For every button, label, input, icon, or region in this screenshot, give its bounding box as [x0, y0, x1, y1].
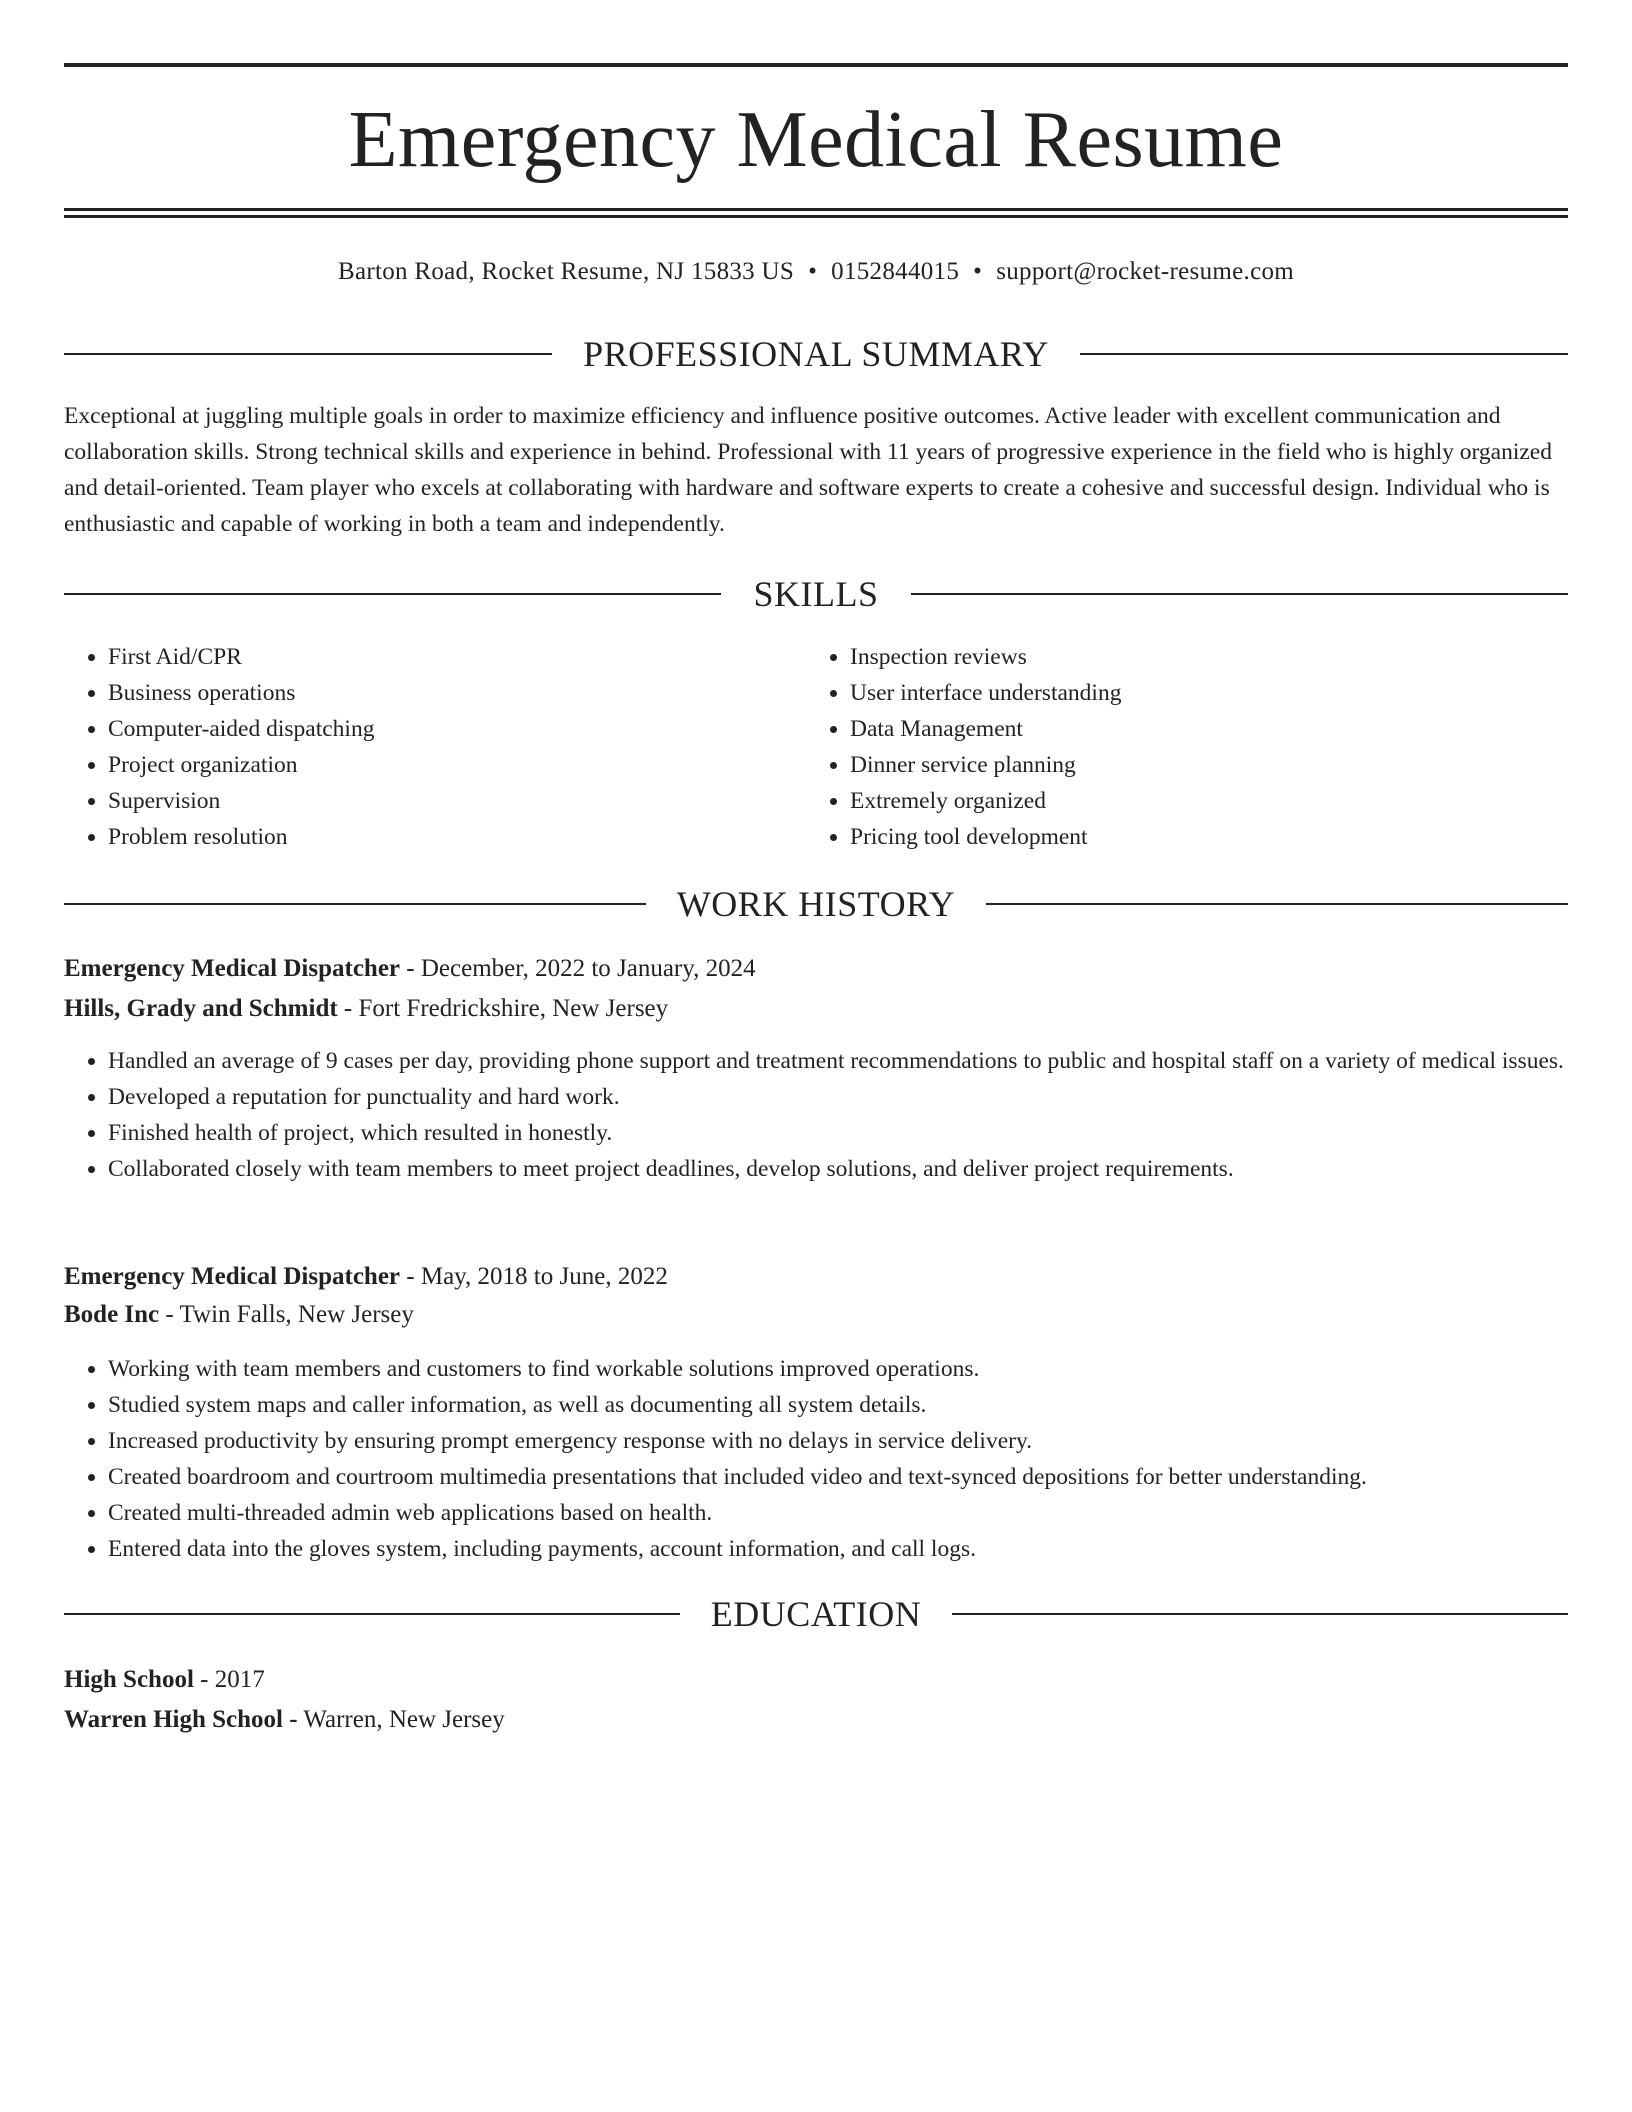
work-section-header [64, 882, 1568, 926]
list-item: • Finished health of project, which resulted in honestly. [108, 1115, 1568, 1151]
skills-section-header [64, 572, 1568, 616]
job-location: - Twin Falls, New Jersey [159, 1301, 414, 1328]
skill-item: • Extremely organized [850, 783, 1566, 819]
contact-separator: • [973, 258, 983, 285]
top-rule [64, 63, 1568, 67]
list-item: • Developed a reputation for punctuality and hard work. [108, 1079, 1568, 1115]
education-section-header [64, 1592, 1568, 1636]
header-rule-right [911, 593, 1568, 595]
contact-line [64, 254, 1568, 290]
skills-list-right [806, 639, 1566, 855]
job-title: Emergency Medical Dispatcher [64, 1263, 401, 1290]
skill-item: • First Aid/CPR [108, 639, 764, 675]
skill-item: • Project organization [108, 747, 764, 783]
skill-item: • Supervision [108, 783, 764, 819]
list-item: • Created boardroom and courtroom multimedia presentations that included video and text-synced depositions for better understanding. [108, 1459, 1568, 1495]
job-company-line [64, 1297, 1568, 1333]
list-item: • Working with team members and customers to find workable solutions improved operations. [108, 1351, 1568, 1387]
job-company-line [64, 991, 1568, 1027]
skill-item: • User interface understanding [850, 675, 1566, 711]
contact-email: support@rocket-resume.com [996, 258, 1295, 285]
skill-item: • Data Management [850, 711, 1566, 747]
summary-section-header [64, 332, 1568, 376]
education-location: Warren, New Jersey [297, 1706, 505, 1733]
education-school: Warren High School - [64, 1706, 298, 1733]
list-item: • Collaborated closely with team members to meet project deadlines, develop solutions, and deliver project requirements. [108, 1151, 1568, 1187]
list-item: • Studied system maps and caller information, as well as documenting all system details. [108, 1387, 1568, 1423]
job-dates: - May, 2018 to June, 2022 [400, 1263, 668, 1290]
contact-phone: 0152844015 [831, 258, 960, 285]
job-title: Emergency Medical Dispatcher [64, 955, 401, 982]
contact-separator: • [808, 258, 818, 285]
job-bullets [64, 1351, 1568, 1567]
skill-item: • Computer-aided dispatching [108, 711, 764, 747]
skill-item: • Business operations [108, 675, 764, 711]
job-company: Bode Inc [64, 1301, 160, 1328]
job-company: Hills, Grady and Schmidt [64, 995, 338, 1022]
title-rule-lower [64, 215, 1568, 218]
header-rule-right [986, 903, 1568, 905]
work-heading: WORK HISTORY [676, 884, 956, 924]
skills-heading: SKILLS [753, 574, 879, 614]
summary-heading: PROFESSIONAL SUMMARY [583, 334, 1049, 374]
job-bullets [64, 1043, 1568, 1187]
list-item: • Increased productivity by ensuring prompt emergency response with no delays in service delivery. [108, 1423, 1568, 1459]
job-dates: - December, 2022 to January, 2024 [400, 955, 756, 982]
job-location: - Fort Fredrickshire, New Jersey [337, 995, 669, 1022]
skill-item: • Dinner service planning [850, 747, 1566, 783]
education-school-line [64, 1702, 1568, 1738]
education-degree-line [64, 1662, 1568, 1698]
list-item: • Handled an average of 9 cases per day, providing phone support and treatment recommendations to public and hospital staff on a variety of medical issues. [108, 1043, 1568, 1079]
education-degree: High School [64, 1666, 194, 1693]
contact-address: Barton Road, Rocket Resume, NJ 15833 US [337, 258, 795, 285]
header-rule-right [952, 1613, 1568, 1615]
job-title-line [64, 951, 1568, 987]
list-item: • Created multi-threaded admin web applications based on health. [108, 1495, 1568, 1531]
skill-item: • Problem resolution [108, 819, 764, 855]
skill-item: • Inspection reviews [850, 639, 1566, 675]
resume-title: Emergency Medical Resume [348, 96, 1284, 184]
skill-item: • Pricing tool development [850, 819, 1566, 855]
job-title-line [64, 1259, 1568, 1295]
education-heading: EDUCATION [710, 1594, 922, 1634]
summary-text: Exceptional at juggling multiple goals in order to maximize efficiency and influence positive outcomes. Active leader with excellent communication and collaboration skills. Strong technical skills and experience in behind. Professional with 11 years of progressive experience in the field who is highly organized and detail-oriented. Team player who excels at collaborating with hardware and software experts to create a cohesive and successful design. Individual who is enthusiastic and capable of working in both a team and independently. [64, 403, 1552, 537]
title-rule-upper [64, 208, 1568, 211]
list-item: • Entered data into the gloves system, including payments, account information, and call logs. [108, 1531, 1568, 1567]
education-year: - 2017 [193, 1666, 265, 1693]
skills-list-left [64, 639, 764, 855]
header-rule-right [1080, 353, 1568, 355]
